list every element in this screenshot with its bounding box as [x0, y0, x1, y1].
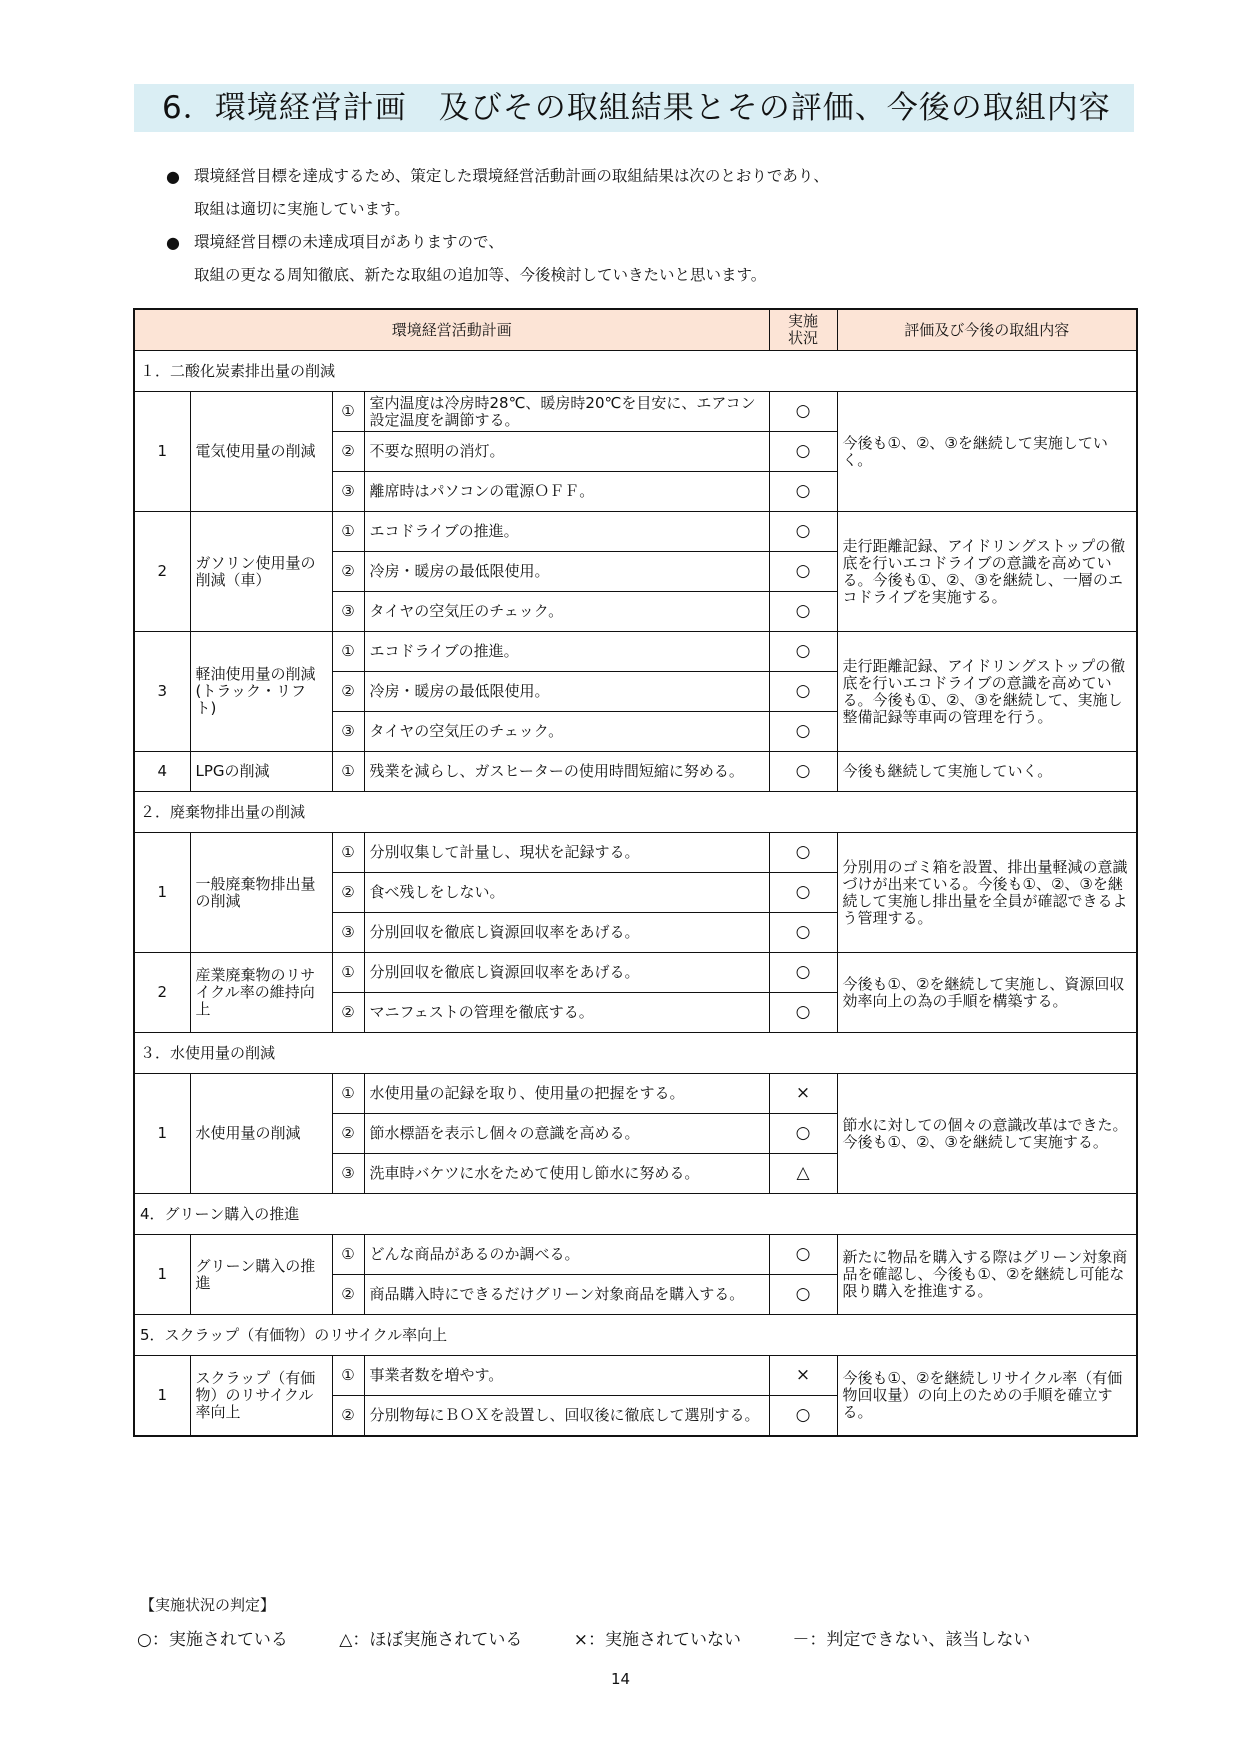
group-evaluation: 節水に対しての個々の意識改革はできた。今後も①、②、③を継続して実施する。 — [837, 1074, 1137, 1194]
group-evaluation: 今後も①、②、③を継続して実施していく。 — [837, 392, 1137, 512]
item-mark: ② — [332, 672, 364, 712]
group-number: 2 — [134, 512, 190, 632]
legend-item: ○：実施されている — [137, 1630, 288, 1650]
group-number: 1 — [134, 392, 190, 512]
item-action: 分別回収を徹底し資源回収率をあげる。 — [364, 913, 769, 953]
group-target: LPGの削減 — [190, 752, 332, 792]
bullet-line — [166, 160, 829, 193]
status-legend — [137, 1625, 1076, 1650]
item-status: ○ — [769, 512, 837, 552]
bullet-text: 取組は適切に実施しています。 — [194, 200, 410, 218]
group-evaluation: 今後も①、②を継続して実施し、資源回収効率向上の為の手順を構築する。 — [837, 953, 1137, 1033]
item-mark: ② — [332, 432, 364, 472]
table-row — [134, 953, 1137, 993]
group-target: 水使用量の削減 — [190, 1074, 332, 1194]
item-status: ○ — [769, 392, 837, 432]
item-mark: ① — [332, 953, 364, 993]
item-status: ○ — [769, 592, 837, 632]
item-action: 商品購入時にできるだけグリーン対象商品を購入する。 — [364, 1275, 769, 1315]
item-status: × — [769, 1356, 837, 1396]
section-row — [134, 351, 1137, 392]
item-status: ○ — [769, 1235, 837, 1275]
table-row — [134, 512, 1137, 552]
item-action: 水使用量の記録を取り、使用量の把握をする。 — [364, 1074, 769, 1114]
group-evaluation: 今後も①、②を継続しリサイクル率（有価物回収量）の向上のための手順を確立する。 — [837, 1356, 1137, 1436]
table-row — [134, 1356, 1137, 1396]
item-mark: ① — [332, 512, 364, 552]
bullet-line — [166, 226, 829, 259]
group-target: 電気使用量の削減 — [190, 392, 332, 512]
item-mark: ① — [332, 752, 364, 792]
item-status: ○ — [769, 1114, 837, 1154]
header-plan: 環境経営活動計画 — [134, 309, 769, 351]
group-target: 一般廃棄物排出量の削減 — [190, 833, 332, 953]
section-row — [134, 1315, 1137, 1356]
item-status: ○ — [769, 752, 837, 792]
item-action: 事業者数を増やす。 — [364, 1356, 769, 1396]
group-target: 産業廃棄物のリサイクル率の維持向上 — [190, 953, 332, 1033]
item-status: ○ — [769, 873, 837, 913]
item-action: 分別収集して計量し、現状を記録する。 — [364, 833, 769, 873]
group-number: 2 — [134, 953, 190, 1033]
group-evaluation: 走行距離記録、アイドリングストップの徹底を行いエコドライブの意識を高めている。今後も①、②、③を継続し、一層のエコドライブを実施する。 — [837, 512, 1137, 632]
item-mark: ③ — [332, 913, 364, 953]
item-status: ○ — [769, 672, 837, 712]
group-evaluation: 走行距離記録、アイドリングストップの徹底を行いエコドライブの意識を高めている。今後も①、②、③を継続して、実施し整備記録等車両の管理を行う。 — [837, 632, 1137, 752]
item-action: タイヤの空気圧のチェック。 — [364, 592, 769, 632]
item-mark: ③ — [332, 712, 364, 752]
item-action: エコドライブの推進。 — [364, 512, 769, 552]
group-number: 1 — [134, 1356, 190, 1436]
group-evaluation: 分別用のゴミ箱を設置、排出量軽減の意識づけが出来ている。今後も①、②、③を継続して実施し排出量を全員が確認できるよう管理する。 — [837, 833, 1137, 953]
group-target: スクラップ（有価物）のリサイクル率向上 — [190, 1356, 332, 1436]
table-header-row — [134, 309, 1137, 351]
section-row — [134, 792, 1137, 833]
bullet-text: 環境経営目標の未達成項目がありますので、 — [194, 233, 504, 251]
legend-item: △：ほぼ実施されている — [339, 1630, 523, 1650]
item-mark: ① — [332, 632, 364, 672]
item-status: ○ — [769, 1396, 837, 1436]
group-target: 軽油使用量の削減(トラック・リフト) — [190, 632, 332, 752]
item-mark: ③ — [332, 472, 364, 512]
item-mark: ① — [332, 833, 364, 873]
item-status: ○ — [769, 833, 837, 873]
page-title-text: 6．環境経営計画 及びその取組結果とその評価、今後の取組内容 — [162, 90, 1111, 126]
activity-plan-table — [133, 308, 1138, 1437]
table-row — [134, 1074, 1137, 1114]
item-action: 残業を減らし、ガスヒーターの使用時間短縮に努める。 — [364, 752, 769, 792]
item-action: 分別物毎にＢＯＸを設置し、回収後に徹底して選別する。 — [364, 1396, 769, 1436]
item-status: △ — [769, 1154, 837, 1194]
item-action: 節水標語を表示し個々の意識を高める。 — [364, 1114, 769, 1154]
group-number: 4 — [134, 752, 190, 792]
item-mark: ① — [332, 1235, 364, 1275]
group-evaluation: 新たに物品を購入する際はグリーン対象商品を確認し、今後も①、②を継続し可能な限り購入を推進する。 — [837, 1235, 1137, 1315]
item-mark: ② — [332, 1114, 364, 1154]
item-mark: ② — [332, 873, 364, 913]
header-status: 実施状況 — [769, 309, 837, 351]
group-number: 1 — [134, 833, 190, 953]
table-row — [134, 752, 1137, 792]
page-number: 14 — [610, 1670, 631, 1688]
table-row — [134, 1235, 1137, 1275]
item-mark: ③ — [332, 592, 364, 632]
item-status: ○ — [769, 472, 837, 512]
item-mark: ① — [332, 1356, 364, 1396]
item-status: ○ — [769, 1275, 837, 1315]
item-mark: ② — [332, 552, 364, 592]
bullet-line — [166, 259, 829, 292]
item-action: マニフェストの管理を徹底する。 — [364, 993, 769, 1033]
group-target: ガソリン使用量の削減（車） — [190, 512, 332, 632]
section-row — [134, 1194, 1137, 1235]
item-status: ○ — [769, 913, 837, 953]
item-status: × — [769, 1074, 837, 1114]
section-title: ３．水使用量の削減 — [134, 1033, 1137, 1074]
group-number: 3 — [134, 632, 190, 752]
section-title: 5．スクラップ（有価物）のリサイクル率向上 — [134, 1315, 1137, 1356]
item-action: 分別回収を徹底し資源回収率をあげる。 — [364, 953, 769, 993]
item-status: ○ — [769, 953, 837, 993]
item-mark: ② — [332, 1396, 364, 1436]
item-action: 冷房・暖房の最低限使用。 — [364, 672, 769, 712]
item-status: ○ — [769, 712, 837, 752]
legend-title: 【実施状況の判定】 — [140, 1596, 276, 1614]
legend-item: －：判定できない、該当しない — [792, 1630, 1031, 1650]
item-status: ○ — [769, 552, 837, 592]
item-action: 室内温度は冷房時28℃、暖房時20℃を目安に、エアコン設定温度を調節する。 — [364, 392, 769, 432]
item-action: 食べ残しをしない。 — [364, 873, 769, 913]
section-row — [134, 1033, 1137, 1074]
item-action: 冷房・暖房の最低限使用。 — [364, 552, 769, 592]
item-status: ○ — [769, 432, 837, 472]
bullet-text: 取組の更なる周知徹底、新たな取組の追加等、今後検討していきたいと思います。 — [194, 266, 767, 284]
item-action: 離席時はパソコンの電源ＯＦＦ。 — [364, 472, 769, 512]
item-mark: ① — [332, 392, 364, 432]
item-status: ○ — [769, 632, 837, 672]
item-mark: ② — [332, 1275, 364, 1315]
item-status: ○ — [769, 993, 837, 1033]
group-evaluation: 今後も継続して実施していく。 — [837, 752, 1137, 792]
table-row — [134, 632, 1137, 672]
section-title: １．二酸化炭素排出量の削減 — [134, 351, 1137, 392]
table-row — [134, 392, 1137, 432]
group-target: グリーン購入の推進 — [190, 1235, 332, 1315]
item-action: 不要な照明の消灯。 — [364, 432, 769, 472]
group-number: 1 — [134, 1235, 190, 1315]
intro-bullets — [166, 160, 829, 292]
section-title: 4．グリーン購入の推進 — [134, 1194, 1137, 1235]
group-number: 1 — [134, 1074, 190, 1194]
item-mark: ① — [332, 1074, 364, 1114]
page-title — [134, 84, 1134, 132]
item-action: どんな商品があるのか調べる。 — [364, 1235, 769, 1275]
item-mark: ② — [332, 993, 364, 1033]
table-row — [134, 833, 1137, 873]
bullet-text: 環境経営目標を達成するため、策定した環境経営活動計画の取組結果は次のとおりであり、 — [194, 167, 829, 185]
header-evaluation: 評価及び今後の取組内容 — [837, 309, 1137, 351]
item-mark: ③ — [332, 1154, 364, 1194]
section-title: ２．廃棄物排出量の削減 — [134, 792, 1137, 833]
bullet-line — [166, 193, 829, 226]
item-action: タイヤの空気圧のチェック。 — [364, 712, 769, 752]
item-action: エコドライブの推進。 — [364, 632, 769, 672]
legend-item: ×：実施されていない — [573, 1630, 741, 1650]
item-action: 洗車時バケツに水をためて使用し節水に努める。 — [364, 1154, 769, 1194]
